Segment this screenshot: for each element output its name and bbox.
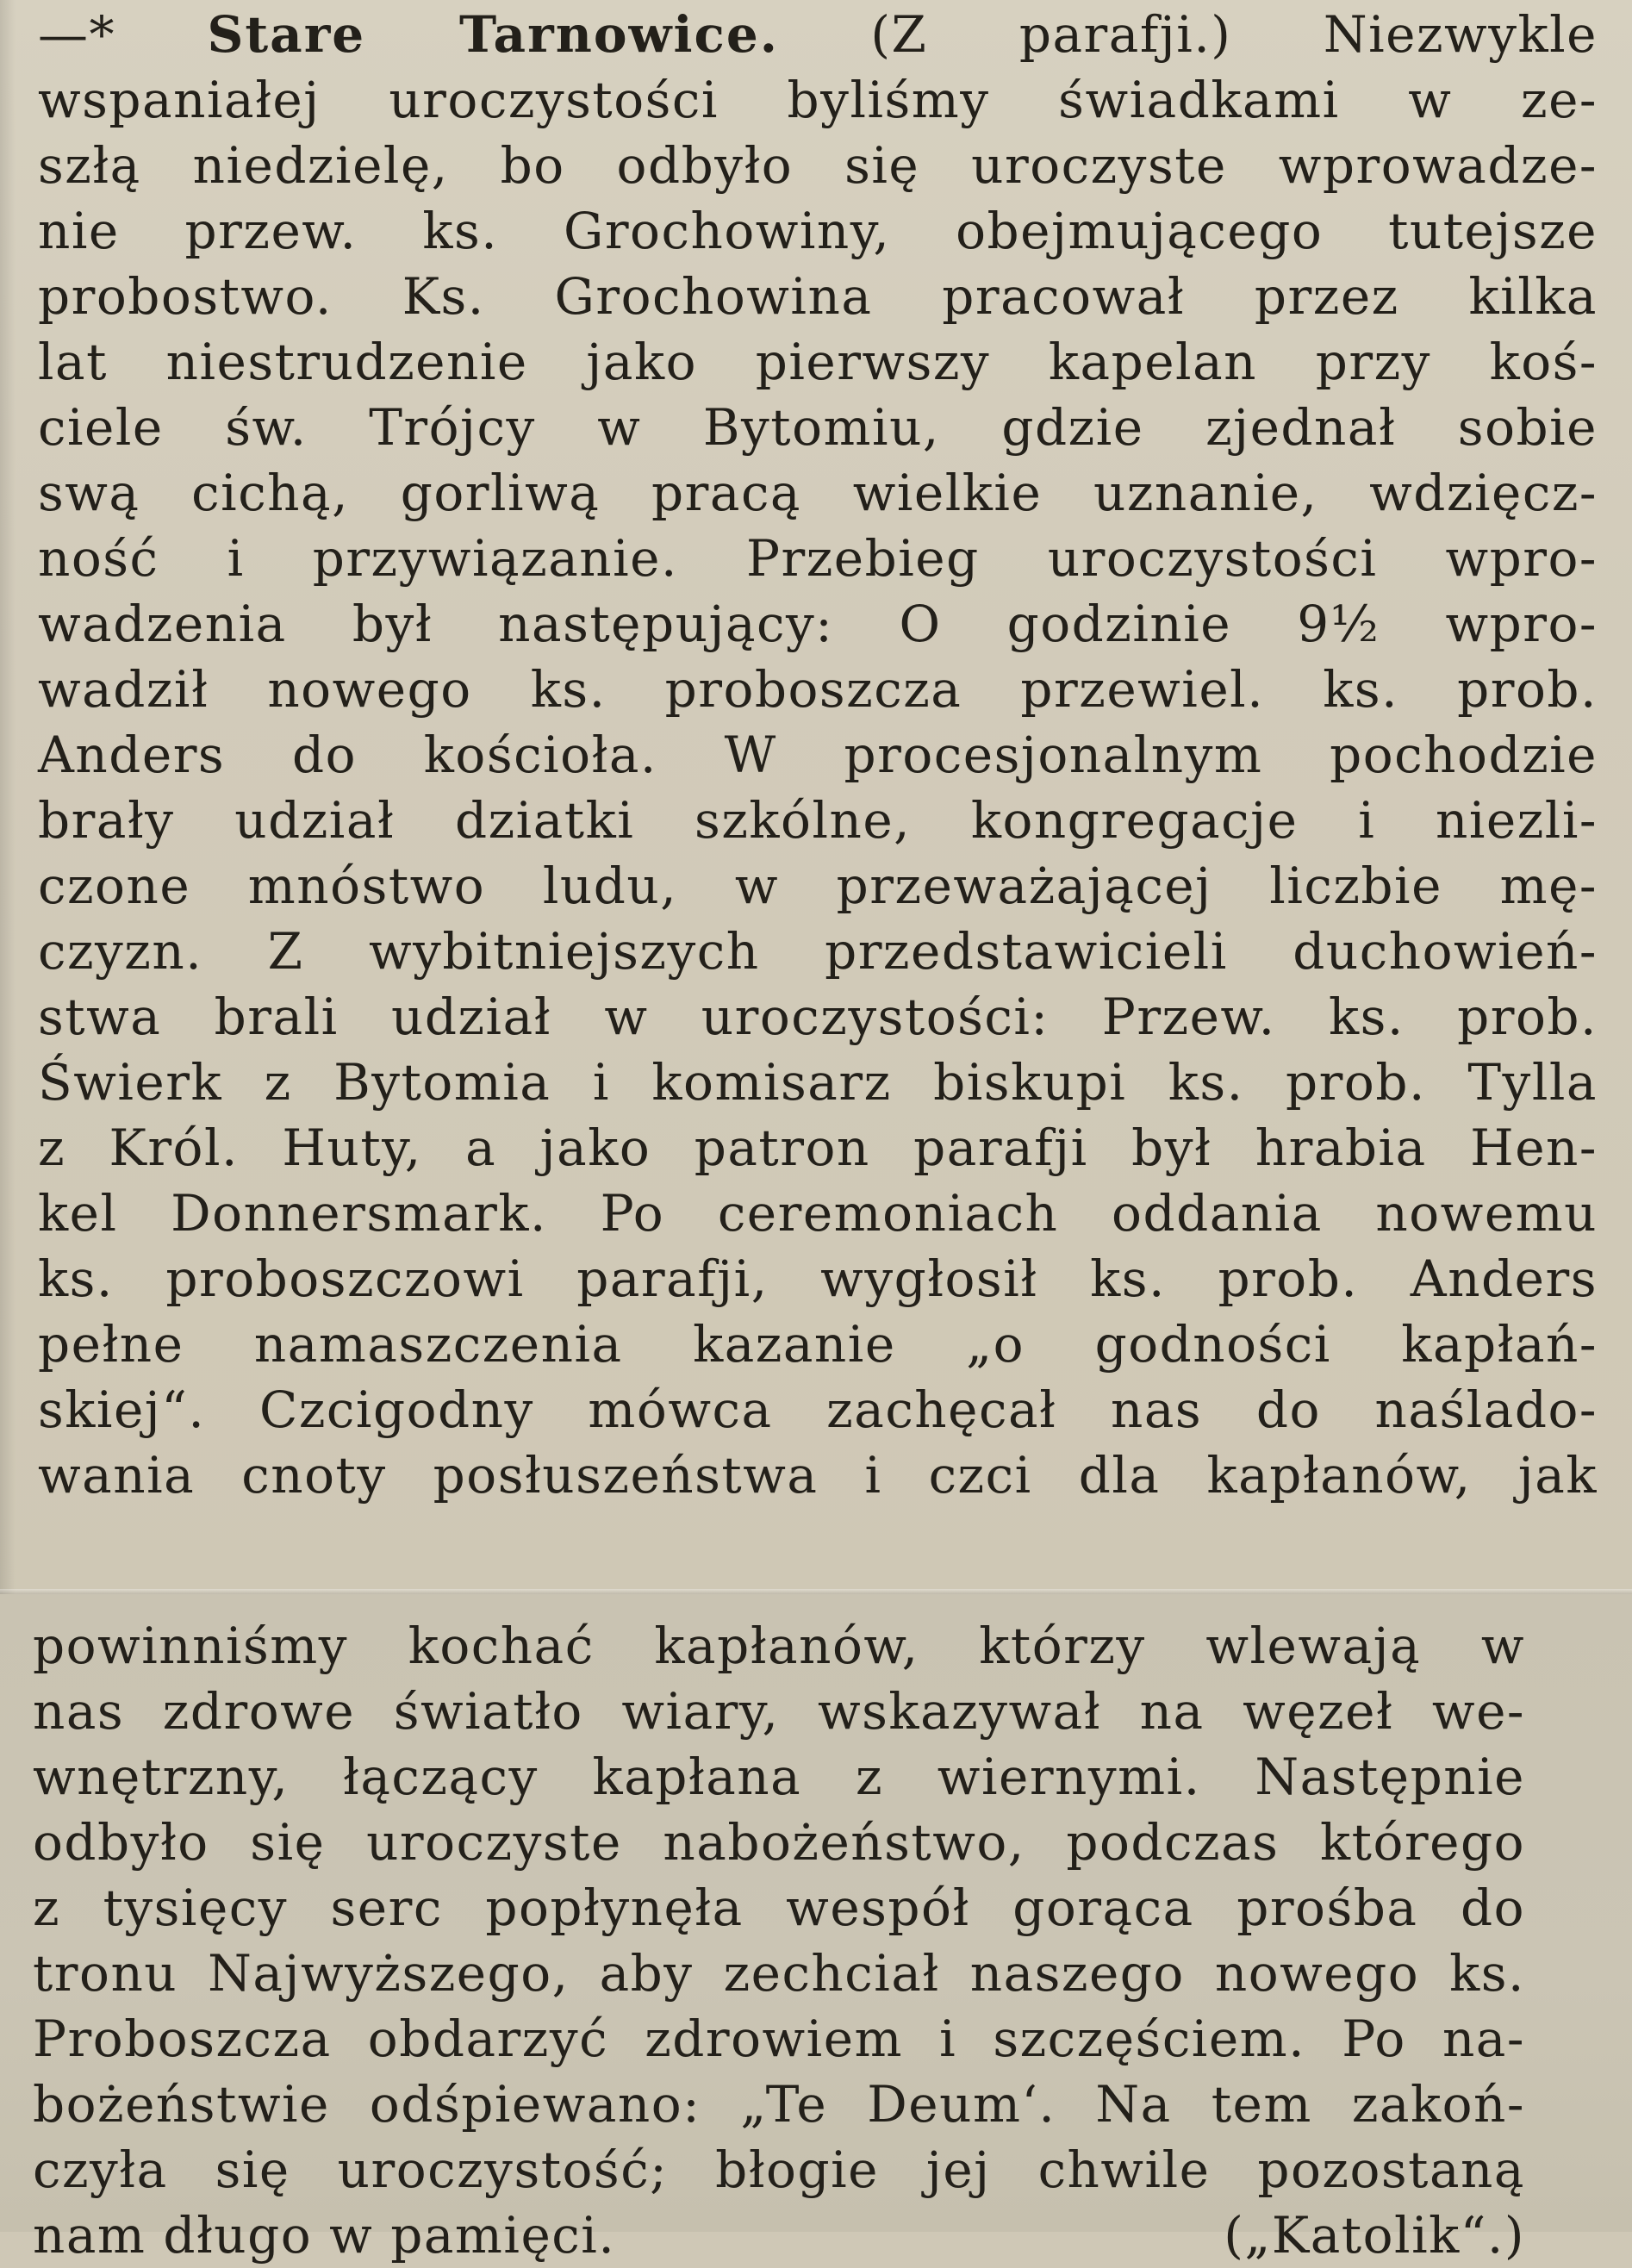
source-attribution: („Katolik“.): [1224, 2206, 1525, 2265]
text-line: swą cichą, gorliwą pracą wielkie uznanie, wdzięcz-: [38, 464, 1598, 522]
text-line: Proboszcza obdarzyć zdrowiem i szczęściem. Po na-: [33, 2009, 1525, 2068]
clipping-bottom-section: [0, 1594, 1632, 2265]
text-line: ciele św. Trójcy w Bytomiu, gdzie zjednał sobie: [38, 398, 1598, 457]
text-line: szłą niedzielę, bo odbyło się uroczyste wprowadze-: [38, 136, 1598, 195]
text-line: nas zdrowe światło wiary, wskazywał na węzeł we-: [33, 1682, 1525, 1741]
article-lead: (Z parafji.) Niezwykle: [870, 5, 1598, 64]
text-line: nie przew. ks. Grochowiny, obejmującego tutejsze: [38, 202, 1598, 260]
text-line: kel Donnersmark. Po ceremoniach oddania nowemu: [38, 1184, 1598, 1243]
text-line: probostwo. Ks. Grochowina pracował przez kilka: [38, 267, 1598, 326]
text-line: czyła się uroczystość; błogie jej chwile pozostaną: [33, 2140, 1525, 2199]
text-line: z tysięcy serc popłynęła wespół gorąca prośba do: [33, 1879, 1525, 1937]
text-line: tronu Najwyższego, aby zechciał naszego nowego ks.: [33, 1944, 1525, 2003]
article-column-top: [38, 2, 1598, 1508]
text-line: wania cnoty posłuszeństwa i czci dla kapłanów, jak: [38, 1446, 1598, 1505]
text-line: brały udział dziatki szkólne, kongregacje i niezli-: [38, 791, 1598, 850]
text-line: Anders do kościoła. W procesjonalnym pochodzie: [38, 726, 1598, 784]
article-first-line: [38, 2, 1598, 67]
text-line: odbyło się uroczyste nabożeństwo, podczas którego: [33, 1813, 1525, 1872]
text-line: skiej“. Czcigodny mówca zachęcał nas do naślado-: [38, 1380, 1598, 1439]
headline-dash: —*: [38, 5, 115, 64]
text-line: wadzenia był następujący: O godzinie 9½ wpro-: [38, 595, 1598, 653]
text-line: wspaniałej uroczystości byliśmy świadkami w ze-: [38, 71, 1598, 129]
text-line: bożeństwie odśpiewano: „Te Deum‘. Na tem zakoń-: [33, 2075, 1525, 2134]
article-column-bottom: [33, 1613, 1525, 2268]
article-headline: Stare Tarnowice.: [207, 5, 779, 64]
text-line: wadził nowego ks. proboszcza przewiel. ks. prob.: [38, 660, 1598, 719]
text-line: wnętrzny, łączący kapłana z wiernymi. Następnie: [33, 1748, 1525, 1806]
text-line: lat niestrudzenie jako pierwszy kapelan przy koś-: [38, 333, 1598, 391]
text-line: ks. proboszczowi parafji, wygłosił ks. prob. Anders: [38, 1249, 1598, 1308]
text-line: powinniśmy kochać kapłanów, którzy wlewają w: [33, 1617, 1525, 1675]
text-line: czyzn. Z wybitniejszych przedstawicieli duchowień-: [38, 922, 1598, 981]
text-line: czone mnóstwo ludu, w przeważającej liczbie mę-: [38, 857, 1598, 915]
text-line: ność i przywiązanie. Przebieg uroczystości wpro-: [38, 529, 1598, 588]
text-line: stwa brali udział w uroczystości: Przew. ks. prob.: [38, 988, 1598, 1046]
text-line: Świerk z Bytomia i komisarz biskupi ks. prob. Tylla: [38, 1053, 1598, 1112]
text-line: z Król. Huty, a jako patron parafji był hrabia Hen-: [38, 1118, 1598, 1177]
closing-text: nam długo w pamięci.: [33, 2206, 616, 2265]
article-closing-line: [33, 2203, 1525, 2268]
text-line: pełne namaszczenia kazanie „o godności kapłań-: [38, 1315, 1598, 1374]
